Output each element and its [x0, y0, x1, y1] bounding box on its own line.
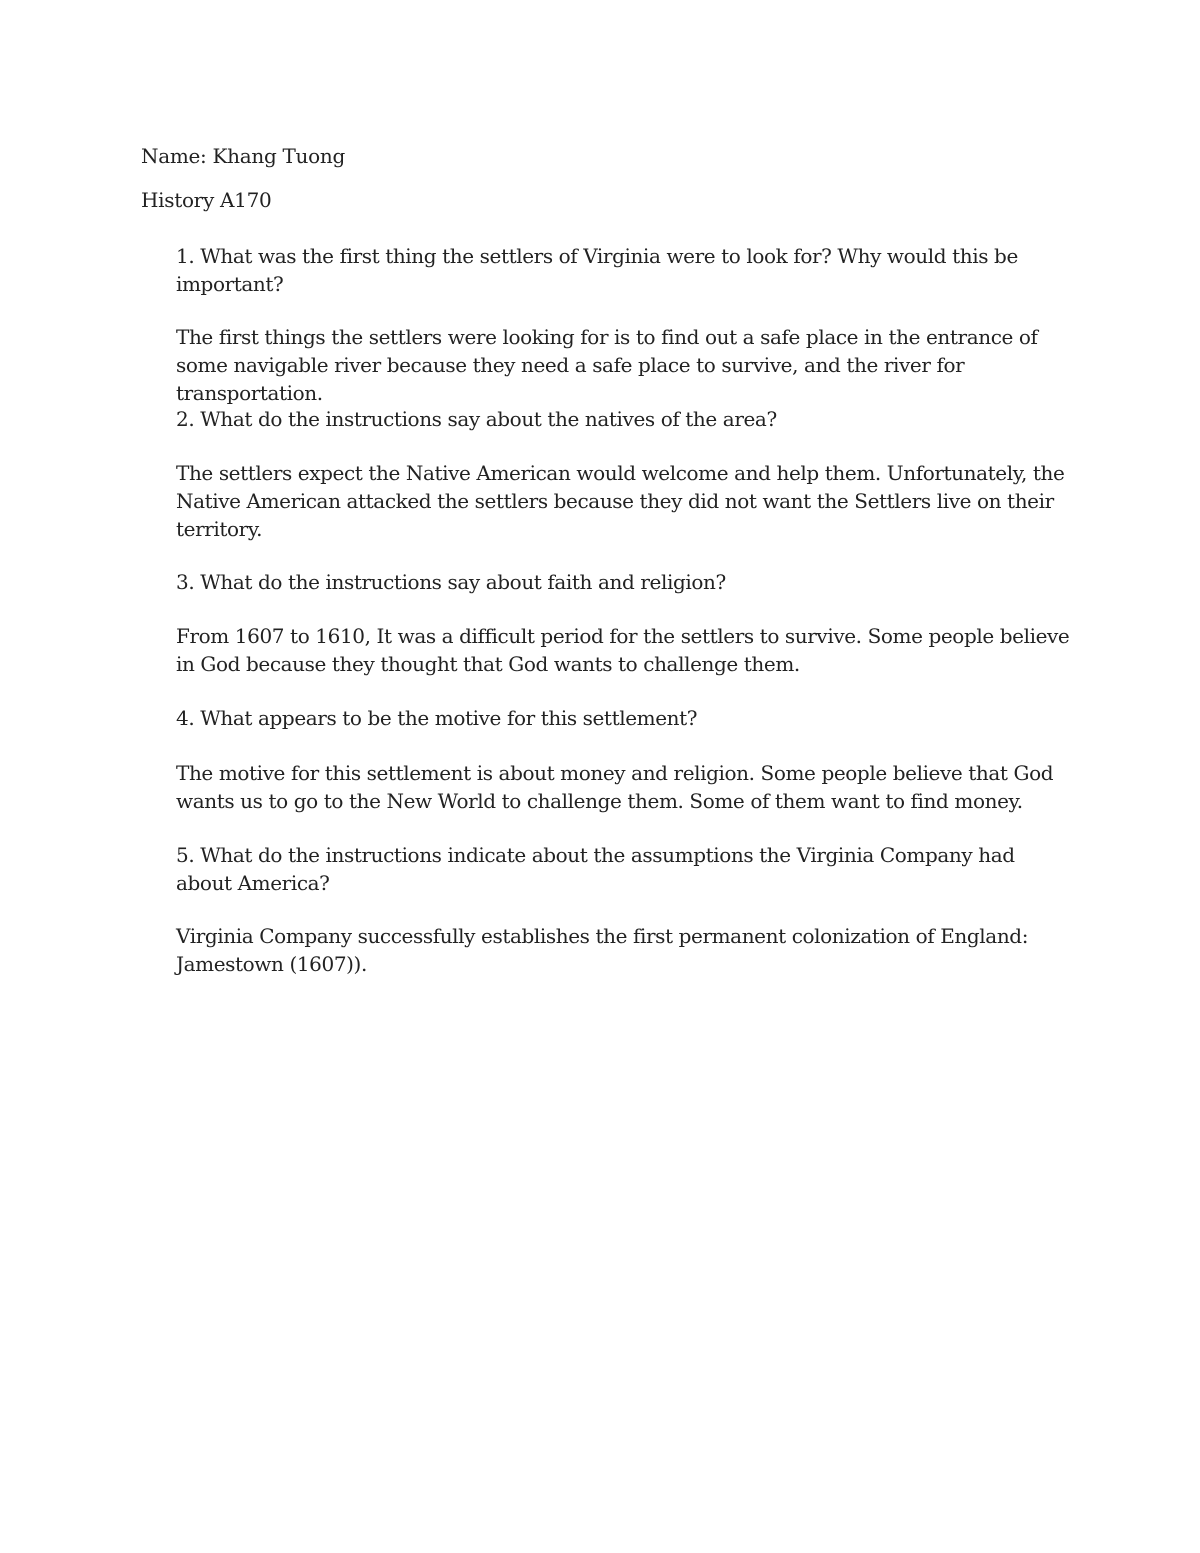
answer-4: The motive for this settlement is about money and religion. Some people believe that God wants us to go to the New World to challenge them. Some of them want to find money. [176, 761, 1054, 813]
question-1: 1. What was the first thing the settlers of Virginia were to look for? Why would this be important? [176, 244, 1018, 296]
answer-5: Virginia Company successfully establishes the first permanent colonization of England: Jamestown (1607)). [176, 924, 1029, 976]
question-4: 4. What appears to be the motive for this settlement? [176, 706, 698, 730]
answer-3: From 1607 to 1610, It was a difficult period for the settlers to survive. Some people believe in God because they thought that God wants to challenge them. [176, 624, 1070, 676]
student-name: Name: Khang Tuong [141, 144, 345, 168]
question-2: 2. What do the instructions say about the natives of the area? [176, 407, 777, 431]
question-5: 5. What do the instructions indicate about the assumptions the Virginia Company had about America? [176, 843, 1015, 895]
answer-2: The settlers expect the Native American would welcome and help them. Unfortunately, the Native American attacked the settlers because they did not want the Settlers live on their territory. [176, 461, 1065, 541]
question-3: 3. What do the instructions say about faith and religion? [176, 570, 726, 594]
course-name: History A170 [141, 188, 272, 212]
answer-1: The first things the settlers were looking for is to find out a safe place in the entrance of some navigable river because they need a safe place to survive, and the river for transportation. [176, 325, 1038, 405]
